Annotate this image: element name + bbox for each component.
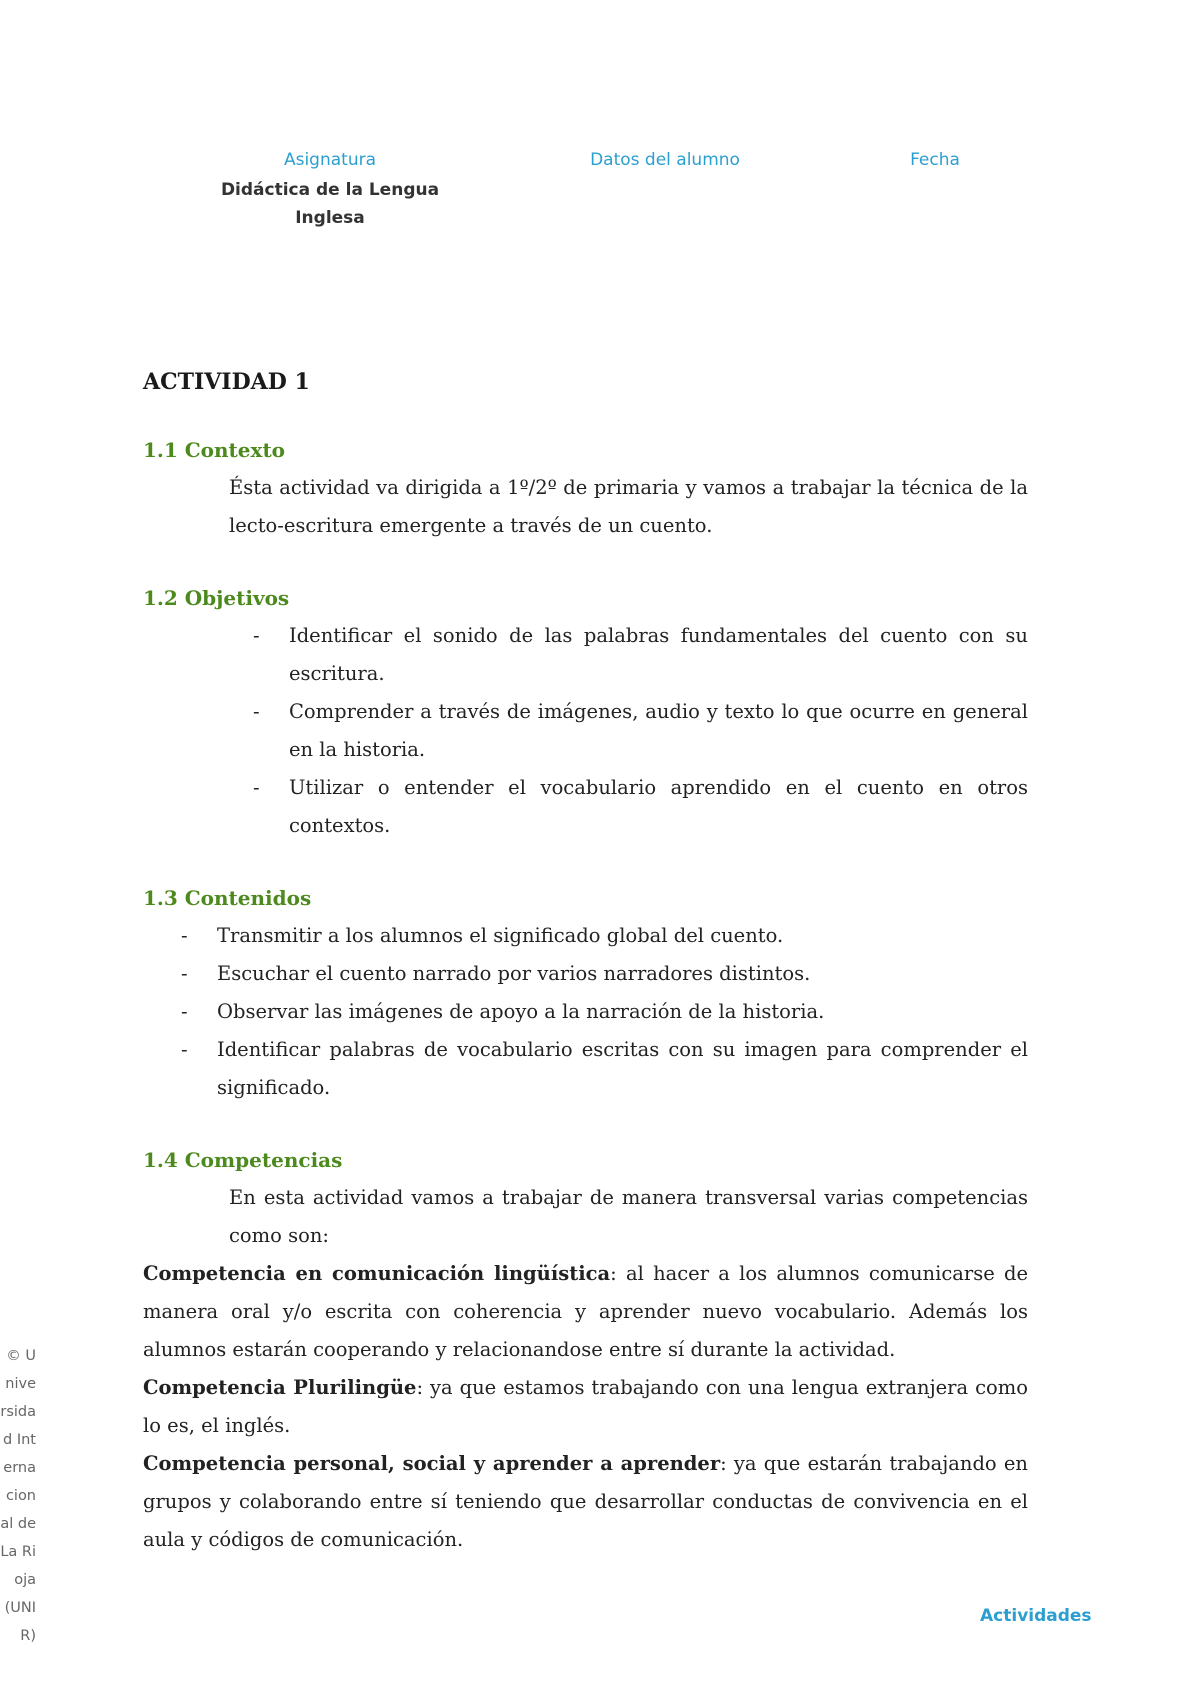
list-item-text: Identificar el sonido de las palabras fundamentales del cuento con su escritura. [289, 624, 1028, 685]
datos-label: Datos del alumno [590, 150, 740, 170]
fecha-label: Fecha [910, 150, 960, 170]
page-title: ACTIVIDAD 1 [143, 369, 310, 395]
list-item: - Identificar el sonido de las palabras fundamentales del cuento con su escritura. [253, 624, 1028, 685]
list-item-text: Comprender a través de imágenes, audio y texto lo que ocurre en general en la historia. [289, 700, 1028, 761]
list-item: - Utilizar o entender el vocabulario aprendido en el cuento en otros contextos. [253, 776, 1028, 837]
competencia-plurilingue-title: Competencia Plurilingüe [143, 1376, 417, 1399]
competencia-linguistica-text: : al hacer a los alumnos comunicarse de manera oral y/o escrita con coherencia y aprender nuevo vocabulario. Además los alumnos estarán cooperando y relacionandose entre sí durante la actividad. [143, 1262, 1029, 1361]
header-fecha [880, 150, 990, 170]
list-item: - Transmitir a los alumnos el significado global del cuento. [181, 924, 784, 947]
list-item-text: Escuchar el cuento narrado por varios narradores distintos. [217, 962, 811, 985]
contenidos-list [143, 917, 1028, 1107]
list-item: - Escuchar el cuento narrado por varios narradores distintos. [181, 962, 811, 985]
list-item-text: Identificar palabras de vocabulario escritas con su imagen para comprender el significado. [217, 1038, 1028, 1099]
document-body [143, 367, 1028, 1559]
competencia-personal-title: Competencia personal, social y aprender a aprender [143, 1452, 721, 1475]
list-item: - Observar las imágenes de apoyo a la narración de la historia. [181, 1000, 825, 1023]
list-item-text: Transmitir a los alumnos el significado global del cuento. [217, 924, 784, 947]
section-objetivos-heading: 1.2 Objetivos [143, 586, 290, 610]
header-asignatura [210, 150, 450, 232]
competencia-plurilingue [143, 1369, 1028, 1445]
footer-label: Actividades [980, 1606, 1092, 1626]
competencias-intro: En esta actividad vamos a trabajar de manera transversal varias competencias como son: [229, 1186, 1028, 1247]
list-item-text: Observar las imágenes de apoyo a la narración de la historia. [217, 1000, 825, 1023]
list-item: - Comprender a través de imágenes, audio y texto lo que ocurre en general en la historia. [253, 700, 1028, 761]
competencia-linguistica [143, 1255, 1028, 1369]
asignatura-label: Asignatura [283, 150, 377, 170]
header-datos [545, 150, 785, 170]
list-item-text: Utilizar o entender el vocabulario aprendido en el cuento en otros contextos. [289, 776, 1028, 837]
asignatura-value-line1: Didáctica de la Lengua [220, 180, 440, 200]
section-contexto-heading: 1.1 Contexto [143, 438, 286, 462]
competencia-personal [143, 1445, 1028, 1559]
section-contexto-text: Ésta actividad va dirigida a 1º/2º de primaria y vamos a trabajar la técnica de la lecto-escritura emergente a través de un cuento. [229, 476, 1028, 537]
section-contenidos-heading: 1.3 Contenidos [143, 886, 312, 910]
competencia-personal-text: : ya que estarán trabajando en grupos y colaborando entre sí teniendo que desarrollar conductas de convivencia en el aula y códigos de comunicación. [143, 1452, 1028, 1551]
list-item: - Identificar palabras de vocabulario escritas con su imagen para comprender el significado. [181, 1038, 1028, 1099]
objetivos-list [143, 617, 1028, 845]
section-competencias-heading: 1.4 Competencias [143, 1148, 343, 1172]
copyright-sidebar: © Universidad Internacional de La Rioja (UNIR) [0, 1348, 36, 1644]
asignatura-value-line2: Inglesa [295, 208, 365, 228]
competencia-linguistica-title: Competencia en comunicación lingüística [143, 1262, 611, 1285]
competencia-plurilingue-text: : ya que estamos trabajando con una lengua extranjera como lo es, el inglés. [143, 1376, 1028, 1437]
